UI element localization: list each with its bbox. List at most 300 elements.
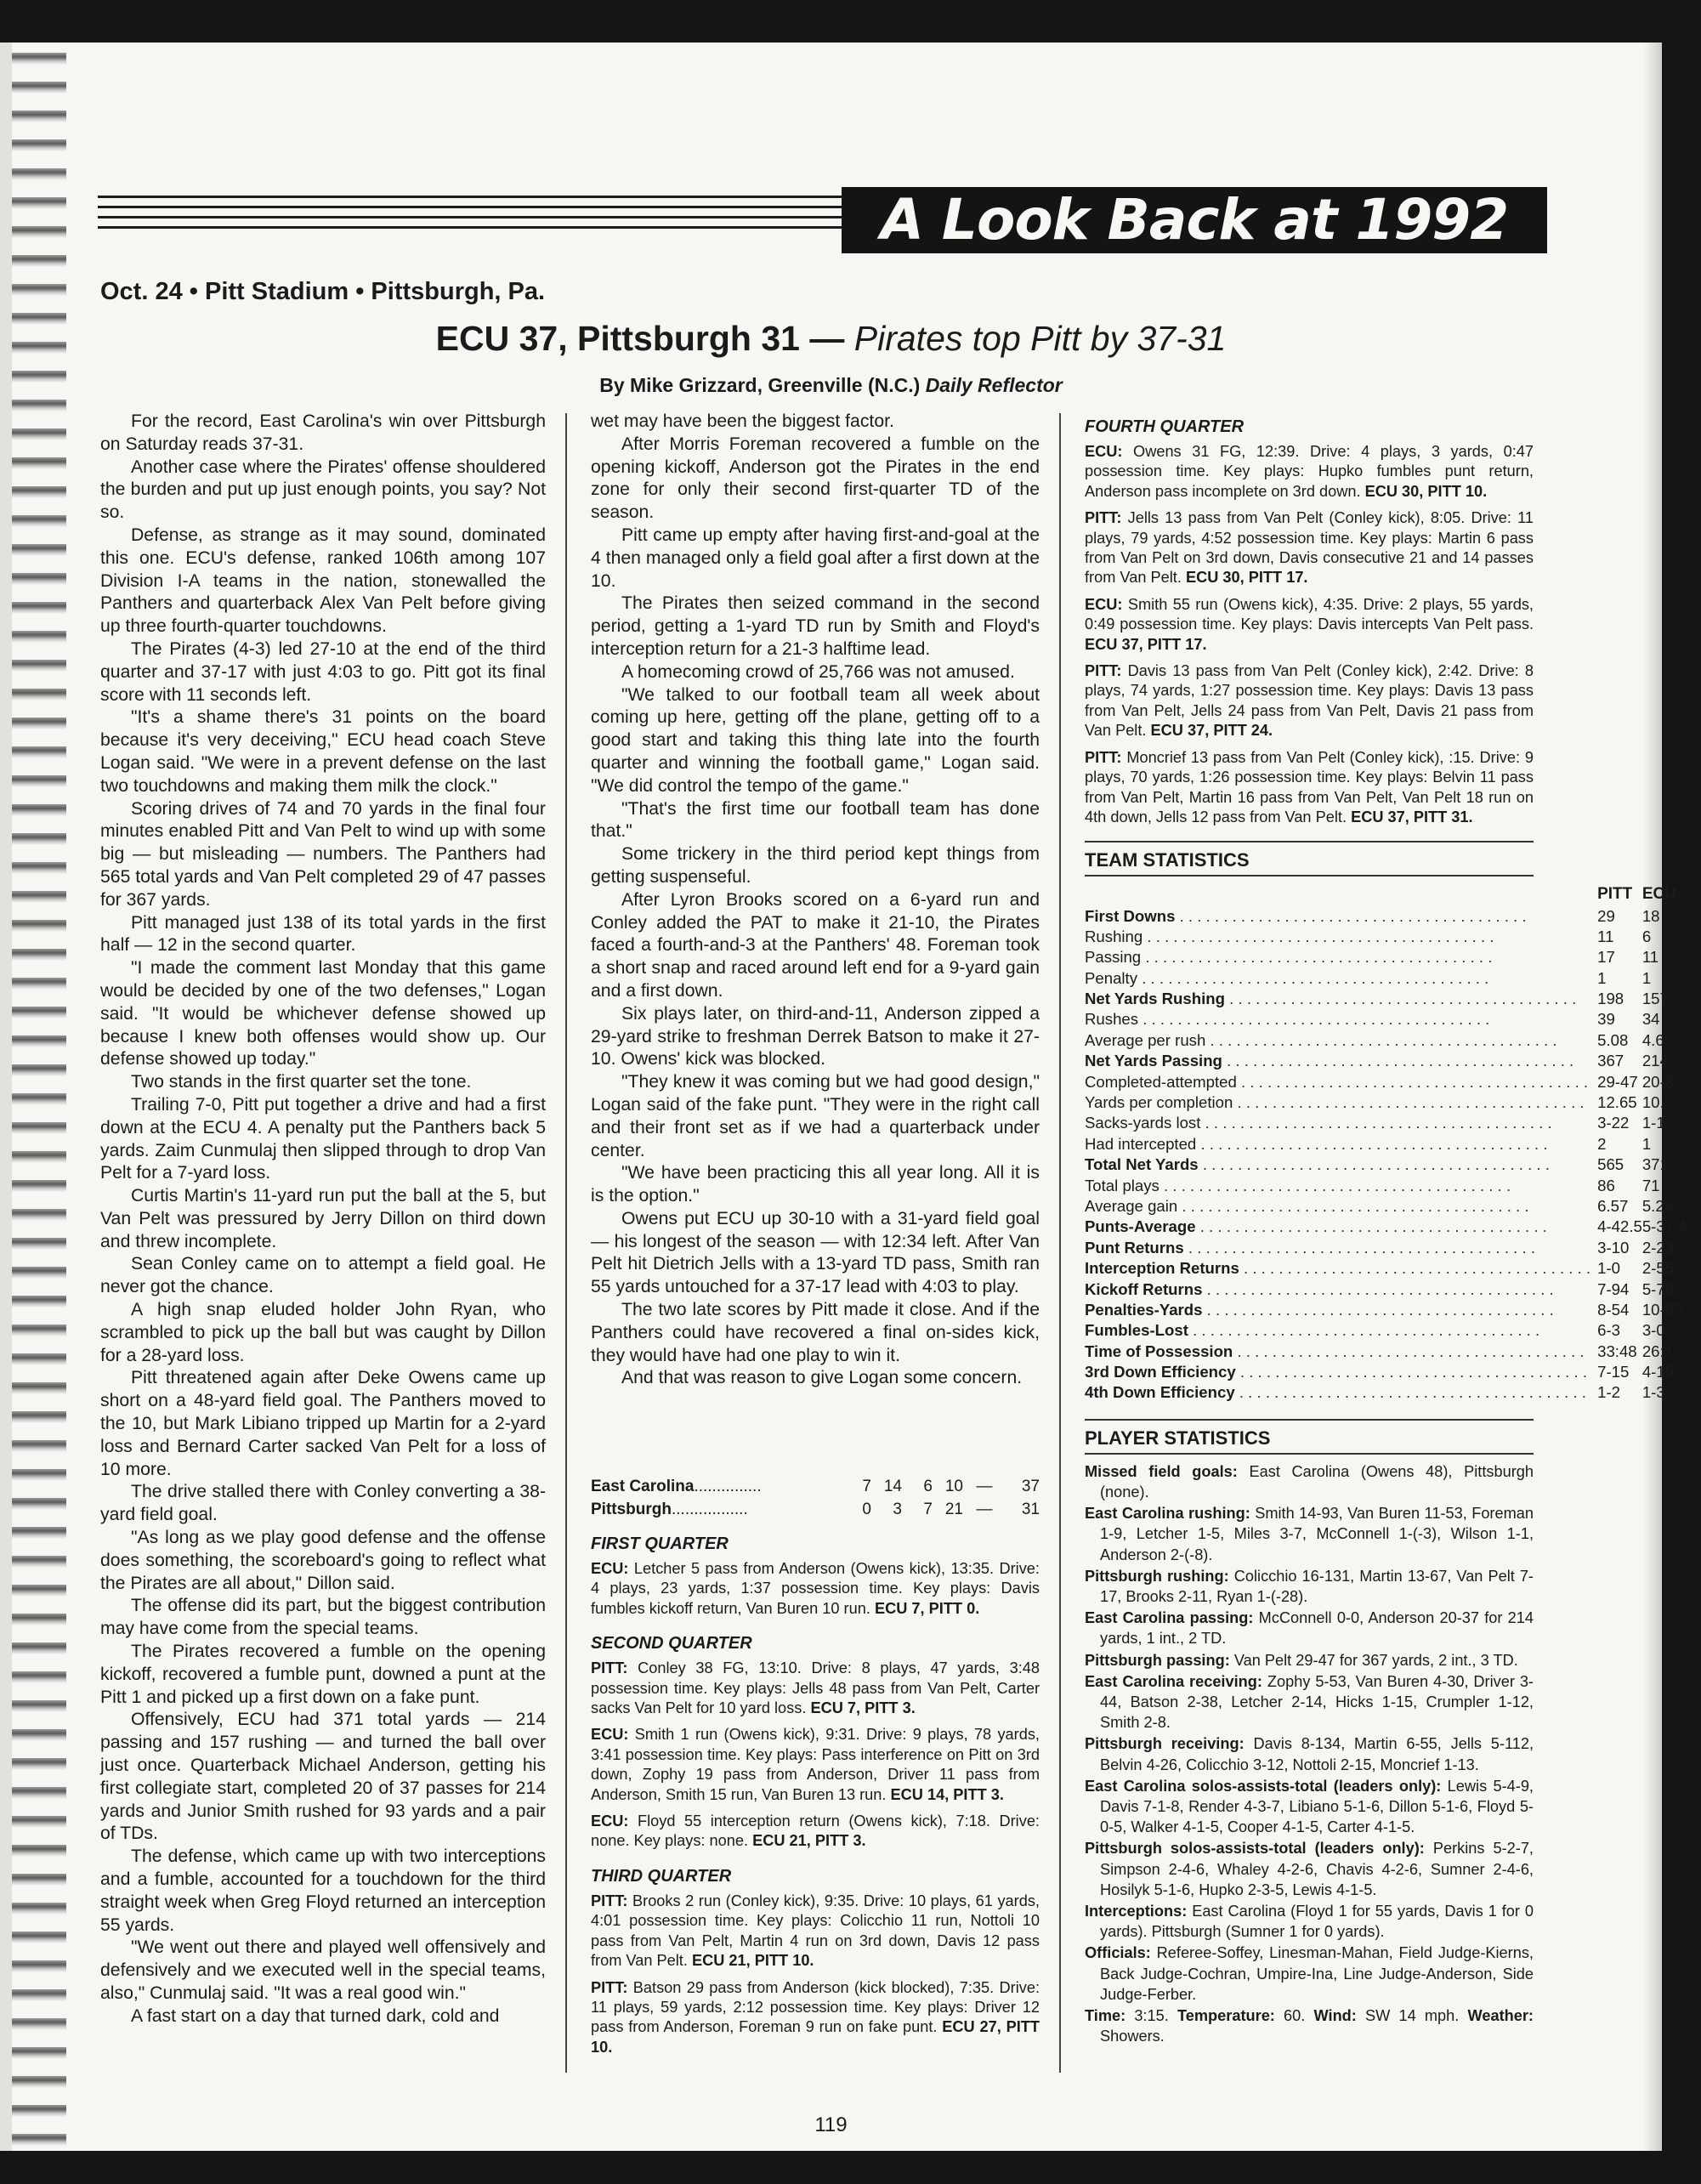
stat-pitt: 6.57 [1597,1196,1629,1215]
stat-pitt: 367 [1597,1052,1624,1070]
stat-ecu: 1 [1641,968,1652,987]
running-score: ECU 14, PITT 3. [890,1785,1004,1803]
line-score-dash: — [976,1478,993,1495]
byline-author: By Mike Grizzard, Greenville (N.C.) [599,374,921,396]
scoring-detail: Floyd 55 interception return (Owens kick), 7:18. Drive: none. Key plays: none. [591,1812,1040,1850]
team-stats-row [1085,1175,1687,1195]
stat-ecu: 214 [1641,1052,1669,1070]
leader-dots: . . . . . . . . . . . . . . . . . . . . . . . . . . . . . . . . . . . . . . . . [1138,1010,1490,1029]
article-paragraph: The offense did its part, but the biggest contribution may have come from the special teams. [100,1596,546,1639]
stat-name: Average gain [1085,1196,1178,1215]
stat-name: First Downs [1085,906,1176,925]
quarter-score: 6 [923,1478,933,1495]
scoring-team: ECU: [591,1560,629,1577]
team-stats-row [1085,1051,1687,1071]
stat-ecu: 4-15 [1641,1363,1675,1381]
leader-dots: . . . . . . . . . . . . . . . . . . . . . . . . . . . . . . . . . . . . . . . . [1196,1134,1548,1153]
line-score-team: Pittsburgh [591,1500,672,1518]
article-paragraph: "As long as we play good defense and the offense does something, the scoreboard's going to reflect what the Pirates are all about," Dillon said. [100,1528,546,1593]
stat-pitt: 39 [1597,1010,1615,1029]
col-ecu: ECU [1641,885,1676,904]
scoring-play [591,1559,1040,1619]
scoring-summary-left [591,1534,1040,2064]
leader-dots: . . . . . . . . . . . . . . . . . . . . . . . . . . . . . . . . . . . . . . . . [1137,968,1489,987]
article-paragraph: wet may have been the biggest factor. [591,411,894,431]
stat-pitt: 6-3 [1597,1321,1620,1340]
headline-main: ECU 37, Pittsburgh 31 — [435,319,845,358]
team-stats-row [1085,947,1687,967]
stat-pitt: 4-42.5 [1597,1217,1642,1236]
player-stat-entry [1085,1461,1534,1502]
stat-ecu: 10.7 [1641,1093,1674,1112]
article-paragraph: The Pirates (4-3) led 27-10 at the end of the third quarter and 37-17 with just 4:03 to go. Pitt got its final score with 11 seconds left. [100,638,546,705]
stat-label [1085,1154,1590,1175]
stat-pitt: 565 [1597,1155,1624,1174]
stat-pitt: 17 [1597,948,1615,967]
player-stat-detail: Colicchio 16-131, Martin 13-67, Van Pelt 7-17, Brooks 2-11, Ryan 1-(-28). [1100,1567,1534,1605]
stat-ecu: 18 [1641,906,1660,925]
player-stat-category: Pittsburgh rushing: [1085,1567,1229,1585]
stat-pitt: 7-94 [1597,1279,1630,1298]
quarter-score: 0 [862,1500,871,1518]
final-score: 37 [1021,1478,1040,1495]
player-stats-title: PLAYER STATISTICS [1085,1419,1534,1455]
player-stat-detail: Smith 14-93, Van Buren 11-53, Foreman 1-9, Letcher 1-5, Miles 3-7, McConnell 1-(-3), Wilson 1-1, Anderson 2-(-8). [1100,1505,1534,1563]
article-paragraph: And that was reason to give Logan some concern. [621,1368,1023,1388]
stat-ecu: 1 [1641,1134,1652,1153]
leader-dots: . . . . . . . . . . . . . . . . . . . . . . . . . . . . . . . . . . . . . . . . [1205,1030,1557,1049]
player-stat-category: Pittsburgh receiving: [1085,1735,1245,1753]
article-paragraph: A homecoming crowd of 25,766 was not amused. [621,661,1015,682]
scoring-play [591,1812,1040,1852]
byline [0,374,1662,397]
stat-label [1085,947,1590,967]
article-paragraph: "We talked to our football team all week about coming up here, getting off the plane, getting off to a good start and taking this thing late into the fourth quarter and winning the football game," Logan said. "We did control the tempo of the game." [591,684,1040,796]
stat-name: Fumbles-Lost [1085,1321,1188,1340]
stat-pitt: 11 [1597,927,1614,945]
stat-label [1085,1196,1590,1217]
running-score: ECU 37, PITT 17. [1085,635,1207,653]
stat-name: Completed-attempted [1085,1072,1237,1091]
stat-label [1085,1342,1590,1362]
scoring-detail: Letcher 5 pass from Anderson (Owens kick), 13:35. Drive: 4 plays, 23 yards, 1:37 possession time. Key plays: Davis fumbles kickoff return, Van Buren 10 run. [591,1560,1040,1617]
stat-name: 4th Down Efficiency [1085,1383,1235,1402]
headline-sub: Pirates top Pitt by 37-31 [853,319,1227,358]
player-stat-category: Pittsburgh passing: [1085,1651,1230,1669]
scoring-team: PITT: [1085,509,1122,527]
player-stat-detail: Perkins 5-2-7, Simpson 2-4-6, Whaley 4-2-6, Chavis 4-2-6, Sumner 2-4-6, Hosilyk 5-1-6, Hupko 2-3-5, Lewis 4-1-5. [1100,1840,1534,1898]
article-paragraph: Six plays later, on third-and-11, Anderson zipped a 29-yard strike to freshman Derrek Batson to make it 27-10. Owens' kick was blocked. [591,1003,1040,1069]
scoring-play [1085,661,1534,741]
article-paragraph: "They knew it was coming but we had good design," Logan said of the fake punt. "They were in the right call and their front set as if we had a quarterback under center. [591,1072,1040,1160]
player-stat-detail: East Carolina (Owens 48), Pittsburgh (none). [1100,1462,1534,1500]
quarter-score: 3 [893,1500,902,1518]
team-stats-row [1085,1009,1687,1030]
article-column-1 [100,411,546,2028]
stat-label [1085,1258,1590,1279]
stat-ecu: 2-23 [1641,1238,1675,1257]
scoring-detail: Brooks 2 run (Conley kick), 9:35. Drive: 10 plays, 61 yards, 4:01 possession time. Key plays: Colicchio 11 run, Nottoli 10 pass from Van Pelt, Martin 4 run on 3rd down, Davis 12 pass from Van Pelt. [591,1892,1040,1970]
leader-dots: ................. [672,1500,748,1518]
team-stats-row [1085,989,1687,1009]
leader-dots: . . . . . . . . . . . . . . . . . . . . . . . . . . . . . . . . . . . . . . . . [1159,1176,1511,1194]
stat-ecu: 20-37 [1641,1072,1683,1091]
section-banner: A Look Back at 1992 [842,187,1547,253]
article-paragraph: The Pirates then seized command in the second period, getting a 1-yard TD run by Smith and Floyd's interception return for a 21-3 halftime lead. [591,593,1040,659]
scoring-detail: Owens 31 FG, 12:39. Drive: 4 plays, 3 yards, 0:47 possession time. Key plays: Hupko fumbles punt return, Anderson pass incomplete on 3rd down. [1085,443,1534,500]
stat-label [1085,967,1590,988]
leader-dots: . . . . . . . . . . . . . . . . . . . . . . . . . . . . . . . . . . . . . . . . [1202,1300,1554,1319]
player-stats [1085,1461,1534,2005]
quarter-heading: FIRST QUARTER [591,1534,729,1553]
stat-name: Penalty [1085,968,1138,987]
quarter-heading: THIRD QUARTER [591,1866,732,1886]
player-stat-entry [1085,1503,1534,1565]
stat-pitt: 2 [1597,1134,1607,1153]
running-score: ECU 7, PITT 0. [874,1599,980,1617]
team-stats-row [1085,967,1687,988]
scoring-team: PITT: [591,1978,628,1996]
stat-ecu: 26:12 [1641,1342,1682,1360]
page-number: 119 [814,2113,848,2136]
article-paragraph: A fast start on a day that turned dark, cold and [131,2005,500,2026]
scoring-detail: Davis 13 pass from Van Pelt (Conley kick), 2:42. Drive: 8 plays, 74 yards, 1:27 possession time. Key plays: Davis 13 pass from Van Pelt, Jells 24 pass from Van Pelt, Davis 21 pass from Van Pelt. [1085,662,1534,740]
article-paragraph: The drive stalled there with Conley converting a 38-yard field goal. [100,1482,546,1525]
leader-dots: . . . . . . . . . . . . . . . . . . . . . . . . . . . . . . . . . . . . . . . . [1188,1321,1540,1340]
banner-rules [98,196,846,240]
article-paragraph: "It's a shame there's 31 points on the board because it's very deceiving," ECU head coach Steve Logan said. "We were in a prevent defense on the last two touchdowns and making them milk the clock." [100,707,546,796]
team-stats-row [1085,1279,1687,1299]
player-stat-category: Missed field goals: [1085,1462,1238,1480]
stat-name: Total plays [1085,1176,1160,1194]
team-stats-row [1085,927,1687,947]
player-stat-category: Officials: [1085,1944,1151,1962]
yearbook-page [0,43,1687,2151]
stat-name: Penalties-Yards [1085,1300,1203,1319]
stat-name: Passing [1085,948,1142,967]
team-stats-row [1085,1342,1687,1362]
stat-pitt: 8-54 [1597,1300,1630,1319]
stat-pitt: 3-10 [1597,1238,1630,1257]
stat-label [1085,1134,1590,1154]
stat-label [1085,1092,1590,1113]
player-stat-entry [1085,1566,1534,1607]
scoring-play [1085,442,1534,502]
stat-name: Sacks-yards lost [1085,1114,1201,1132]
byline-paper: Daily Reflector [925,374,1063,396]
team-stats-row [1085,1030,1687,1051]
line-score-team: East Carolina [591,1478,695,1495]
team-stats-row [1085,1113,1687,1133]
player-stat-entry [1085,1608,1534,1648]
stat-name: Total Net Yards [1085,1155,1199,1174]
stat-pitt: 29-47 [1597,1072,1638,1091]
player-stat-entry [1085,1776,1534,1838]
player-stat-category: Pittsburgh solos-assists-total (leaders only): [1085,1840,1425,1858]
stat-label [1085,1175,1590,1195]
player-stat-entry [1085,1943,1534,2005]
stat-ecu: 5.23 [1641,1196,1674,1215]
article-paragraph: Scoring drives of 74 and 70 yards in the final four minutes enabled Pitt and Van Pelt to wind up with some big — but misleading — numbers. The Panthers had 565 total yards and Van Pelt completed 29 of 47 passes for 367 yards. [100,798,546,910]
leader-dots: . . . . . . . . . . . . . . . . . . . . . . . . . . . . . . . . . . . . . . . . [1235,1363,1587,1381]
scoring-play [1085,508,1534,588]
stat-name: Average per rush [1085,1030,1206,1049]
stat-name: Rushes [1085,1010,1139,1029]
column-rule [565,413,567,2073]
quarter-score: 21 [944,1500,963,1518]
stat-label [1085,1382,1590,1403]
article-paragraph: After Lyron Brooks scored on a 6-yard run and Conley added the PAT to make it 21-10, the Pirates faced a fourth-and-3 at the Panthers' 48. Foreman took a short snap and raced around left end for a 9-yard gain and a first down. [591,889,1040,1001]
team-stats-row [1085,1154,1687,1175]
stat-pitt: 7-15 [1597,1363,1630,1381]
scoring-play [1085,748,1534,828]
stat-label [1085,1279,1590,1299]
scoring-team: ECU: [1085,595,1123,613]
running-score: ECU 21, PITT 3. [752,1832,866,1850]
scoring-play [591,1659,1040,1718]
team-stats-row [1085,1362,1687,1382]
scoring-play [591,1725,1040,1805]
team-stats-row [1085,1071,1687,1092]
team-stats-row [1085,1134,1687,1154]
stat-name: Net Yards Passing [1085,1052,1222,1070]
team-stats-header [1085,883,1687,905]
team-stats-row [1085,1382,1687,1403]
team-stats-row [1085,905,1687,926]
article-paragraph: Owens put ECU up 30-10 with a 31-yard field goal — his longest of the season — with 12:34 left. After Van Pelt hit Dietrich Jells with a 13-yard TD pass, Smith ran 55 yards untouched for a 37-17 lead with 4:03 to play. [591,1208,1040,1297]
stat-ecu: 4.62 [1641,1030,1674,1049]
stat-ecu: 6 [1641,927,1652,945]
stat-label [1085,1030,1590,1051]
article-paragraph: Sean Conley came on to attempt a field goal. He never got the chance. [100,1254,546,1297]
player-stat-entry [1085,1733,1534,1774]
article-paragraph: Another case where the Pirates' offense shouldered the burden and put up just enough points, you say? Not so. [100,457,546,523]
stat-ecu: 157 [1641,990,1669,1008]
player-stat-category: East Carolina rushing: [1085,1505,1250,1523]
player-stat-detail: Lewis 5-4-9, Davis 7-1-8, Render 4-3-7, Libiano 5-1-6, Dillon 5-1-6, Floyd 5-0-5, Walker 4-1-5, Cooper 4-1-5, Carter 4-1-5. [1100,1777,1534,1836]
scoring-team: PITT: [591,1659,628,1677]
stat-ecu: 1-3 [1641,1383,1665,1402]
line-score-row [591,1475,1040,1498]
article-paragraph: Pitt managed just 138 of its total yards in the first half — 12 in the second quarter. [100,912,546,956]
stat-name: 3rd Down Efficiency [1085,1363,1236,1381]
stats-column [1085,411,1687,2047]
leader-dots: . . . . . . . . . . . . . . . . . . . . . . . . . . . . . . . . . . . . . . . . [1177,1196,1529,1215]
player-stat-detail: McConnell 0-0, Anderson 20-37 for 214 yards, 1 int., 2 TD. [1100,1609,1534,1648]
article-paragraph: Offensively, ECU had 371 total yards — 214 passing and 157 rushing — and turned the ball over just once. Quarterback Michael Anderson, getting his first collegiate start, completed 20 of 37 passes for 214 yards and Junior Smith rushed for 93 yards and a pair of TDs. [100,1710,546,1844]
scoring-detail: Moncrief 13 pass from Van Pelt (Conley kick), :15. Drive: 9 plays, 70 yards, 1:26 possession time. Key plays: Belvin 11 pass from Van Pelt, Martin 16 pass from Van Pelt, Van Pelt 18 run on 4th down, Jells 12 pass from Van Pelt. [1085,748,1534,825]
team-stats-row [1085,1320,1687,1341]
stat-ecu: 5-37.4 [1641,1217,1687,1236]
scoring-detail: Conley 38 FG, 13:10. Drive: 8 plays, 47 yards, 3:48 possession time. Key plays: Jells 48 pass from Van Pelt, Carter sacks Van Pelt for 10 yard loss. [591,1659,1040,1717]
article-paragraph: Pitt came up empty after having first-and-goal at the 4 then managed only a field goal after a first down at the 10. [591,525,1040,591]
scoring-summary-right [1085,417,1534,827]
leader-dots: . . . . . . . . . . . . . . . . . . . . . . . . . . . . . . . . . . . . . . . . [1198,1155,1550,1174]
running-score: ECU 21, PITT 10. [691,1952,814,1970]
player-stat-entry [1085,1650,1534,1671]
stat-ecu: 3-0 [1641,1321,1665,1340]
stat-ecu: 1-1 [1641,1114,1665,1132]
stat-label [1085,1051,1590,1071]
team-stats-row [1085,1300,1687,1320]
dateline: Oct. 24 • Pitt Stadium • Pittsburgh, Pa. [100,278,546,305]
stat-pitt: 198 [1597,990,1624,1008]
leader-dots: . . . . . . . . . . . . . . . . . . . . . . . . . . . . . . . . . . . . . . . . [1239,1259,1591,1278]
stat-ecu: 71 [1641,1176,1660,1194]
article-paragraph: The two late scores by Pitt made it close. And if the Panthers could have recovered a final on-sides kick, they would have had one play to win it. [591,1300,1040,1365]
stat-label [1085,905,1590,926]
stat-pitt: 1-0 [1597,1259,1620,1278]
player-stat-entry [1085,1671,1534,1733]
scoring-detail: Batson 29 pass from Anderson (kick blocked), 7:35. Drive: 11 plays, 59 yards, 2:12 possession time. Key plays: Driver 12 pass from Anderson, Foreman 9 run on fake punt. [591,1978,1040,2036]
final-score: 31 [1021,1500,1040,1518]
stat-name: Yards per completion [1085,1093,1233,1112]
leader-dots: . . . . . . . . . . . . . . . . . . . . . . . . . . . . . . . . . . . . . . . . [1236,1072,1589,1091]
running-score: ECU 37, PITT 24. [1150,722,1273,740]
player-stat-detail: East Carolina (Floyd 1 for 55 yards, Davis 1 for 0 yards). Pittsburgh (Sumner 1 for 0 yards). [1100,1902,1534,1941]
article-column-2 [591,411,1040,1390]
stat-pitt: 5.08 [1597,1030,1629,1049]
stat-ecu: 371 [1641,1155,1669,1174]
stat-ecu: 2-55 [1641,1259,1675,1278]
article-paragraph: Pitt threatened again after Deke Owens came up short on a 48-yard field goal. The Panthers moved to the 10, but Mark Libiano tripped up Martin for a 2-yard loss and Bernard Carter sacked Van Pelt for a loss of 10 more. [100,1368,546,1479]
quarter-score: 7 [923,1500,933,1518]
column-rule [1059,413,1061,2073]
scoring-team: PITT: [591,1892,628,1909]
leader-dots: . . . . . . . . . . . . . . . . . . . . . . . . . . . . . . . . . . . . . . . . [1141,948,1493,967]
stat-label [1085,1113,1590,1133]
scoring-play [591,1978,1040,2058]
stat-name: Kickoff Returns [1085,1279,1203,1298]
article-paragraph: The Pirates recovered a fumble on the opening kickoff, recovered a fumble punt, downed a punt at the Pitt 1 and picked up a first down on a fake punt. [100,1642,546,1707]
stat-label [1085,1362,1590,1382]
player-stat-category: East Carolina solos-assists-total (leaders only): [1085,1777,1442,1795]
quarter-score: 14 [883,1478,902,1495]
team-stats-row [1085,1092,1687,1113]
article-paragraph: "That's the first time our football team has done that." [591,798,1040,842]
scoring-play [1085,595,1534,655]
leader-dots: . . . . . . . . . . . . . . . . . . . . . . . . . . . . . . . . . . . . . . . . [1195,1217,1547,1236]
leader-dots: . . . . . . . . . . . . . . . . . . . . . . . . . . . . . . . . . . . . . . . . [1175,906,1527,925]
leader-dots: . . . . . . . . . . . . . . . . . . . . . . . . . . . . . . . . . . . . . . . . [1233,1342,1585,1360]
player-stat-entry [1085,1838,1534,1900]
article-paragraph: For the record, East Carolina's win over Pittsburgh on Saturday reads 37-31. [100,411,546,454]
spiral-binding [0,43,66,2151]
team-stats-row [1085,1258,1687,1279]
player-stat-entry [1085,1901,1534,1942]
stat-label [1085,1009,1590,1030]
article-paragraph: Defense, as strange as it may sound, dominated this one. ECU's defense, ranked 106th among 107 Division I-A teams in the nation, stonewalled the Panthers and quarterback Alex Van Pelt before giving up three fourth-quarter touchdowns. [100,525,546,637]
player-stat-category: East Carolina passing: [1085,1609,1254,1627]
stat-pitt: 29 [1597,906,1615,925]
player-stat-detail: Referee-Soffey, Linesman-Mahan, Field Judge-Kierns, Back Judge-Cochran, Umpire-Ina, Line Judge-Anderson, Side Judge-Ferber. [1100,1944,1534,2003]
leader-dots: . . . . . . . . . . . . . . . . . . . . . . . . . . . . . . . . . . . . . . . . [1233,1093,1585,1112]
article-paragraph: "We went out there and played well offensively and defensively and we executed well in the special teams, also," Cunmulaj said. "It was a real good win." [100,1937,546,2003]
leader-dots: . . . . . . . . . . . . . . . . . . . . . . . . . . . . . . . . . . . . . . . . [1200,1114,1552,1132]
stat-pitt: 1 [1597,968,1607,987]
article-paragraph: A high snap eluded holder John Ryan, who scrambled to pick up the ball but was caught by Dillon for a 28-yard loss. [100,1300,546,1365]
stat-pitt: 3-22 [1597,1114,1630,1132]
article-paragraph: Trailing 7-0, Pitt put together a drive and had a first down at the ECU 4. A penalty put the Panthers back 5 yards. Zaim Cunmulaj then slipped through to drop Van Pelt for a 7-yard loss. [100,1094,546,1183]
article-paragraph: Some trickery in the third period kept things from getting suspenseful. [591,844,1040,887]
running-score: ECU 30, PITT 10. [1364,482,1488,500]
scoring-team: ECU: [591,1812,629,1830]
player-stat-category: Interceptions: [1085,1902,1188,1920]
stat-name: Punts-Average [1085,1217,1196,1236]
stat-label [1085,927,1590,947]
article-paragraph: Two stands in the first quarter set the tone. [131,1072,472,1092]
scoring-team: ECU: [1085,443,1123,460]
scoring-detail: Smith 1 run (Owens kick), 9:31. Drive: 9 plays, 78 yards, 3:41 possession time. Key plays: Pass interference on Pitt on 3rd down, Zophy 19 pass from Anderson, Driver 11 pass from Anderson, Smith 15 run, Van Buren 13 run. [591,1726,1040,1803]
team-stats-row [1085,1217,1687,1237]
leader-dots: . . . . . . . . . . . . . . . . . . . . . . . . . . . . . . . . . . . . . . . . [1224,990,1577,1008]
article-paragraph: After Morris Foreman recovered a fumble on the opening kickoff, Anderson got the Pirates in the end zone for only their second first-quarter TD of the season. [591,434,1040,523]
stat-name: Had intercepted [1085,1134,1197,1153]
leader-dots: . . . . . . . . . . . . . . . . . . . . . . . . . . . . . . . . . . . . . . . . [1143,927,1494,945]
line-score-row [591,1498,1040,1521]
player-stat-category: East Carolina receiving: [1085,1672,1262,1690]
stat-pitt: 33:48 [1597,1342,1637,1360]
running-score: ECU 37, PITT 31. [1351,808,1473,825]
player-stat-detail: Davis 8-134, Martin 6-55, Jells 5-112, Belvin 4-26, Colicchio 3-12, Nottoli 2-15, Moncrief 1-13. [1100,1735,1534,1773]
team-stats-row [1085,1196,1687,1217]
running-score: ECU 30, PITT 17. [1185,569,1308,587]
running-score: ECU 7, PITT 3. [810,1699,916,1717]
headline [0,319,1662,359]
article-paragraph: "I made the comment last Monday that this game would be decided by one of the two defenses," Logan said. "It would be whichever defense showed up because I knew both offenses would show up. Our defense showed up today." [100,958,546,1069]
stat-ecu: 5-76 [1641,1279,1675,1298]
team-stats-row [1085,1238,1687,1258]
scoring-detail: Smith 55 run (Owens kick), 4:35. Drive: 2 plays, 55 yards, 0:49 possession time. Key plays: Davis intercepts Van Pelt pass. [1085,595,1534,633]
scoring-play [591,1892,1040,1971]
col-pitt: PITT [1597,885,1633,904]
article-paragraph: The defense, which came up with two interceptions and a fumble, accounted for a touchdown for the third straight week when Greg Floyd returned an interception 55 yards. [100,1846,546,1935]
article-paragraph: Curtis Martin's 11-yard run put the ball at the 5, but Van Pelt was pressured by Jerry Dillon on third down and threw incomplete. [100,1186,546,1251]
leader-dots: ............... [694,1478,762,1495]
player-stat-detail: Van Pelt 29-47 for 367 yards, 2 int., 3 TD. [1233,1651,1518,1669]
line-score [591,1475,1040,1521]
stat-name: Rushing [1085,927,1143,945]
stat-name: Interception Returns [1085,1259,1239,1278]
team-stats-title: TEAM STATISTICS [1085,841,1534,876]
stat-label [1085,1238,1590,1258]
stat-label [1085,1320,1590,1341]
running-score: ECU 27, PITT 10. [591,2018,1040,2056]
stat-label [1085,989,1590,1009]
player-stat-detail: Zophy 5-53, Van Buren 4-30, Driver 3-44, Batson 2-38, Letcher 2-14, Hicks 1-15, Crumpler 1-12, Smith 2-8. [1100,1672,1534,1732]
stat-label [1085,1300,1590,1320]
leader-dots: . . . . . . . . . . . . . . . . . . . . . . . . . . . . . . . . . . . . . . . . [1202,1279,1554,1298]
stat-pitt: 86 [1597,1176,1615,1194]
quarter-heading: FOURTH QUARTER [1085,417,1245,436]
quarter-score: 10 [944,1478,963,1495]
leader-dots: . . . . . . . . . . . . . . . . . . . . . . . . . . . . . . . . . . . . . . . . [1183,1238,1536,1257]
stat-pitt: 1-2 [1597,1383,1620,1402]
quarter-score: 7 [862,1478,871,1495]
stat-pitt: 12.65 [1597,1093,1637,1112]
quarter-heading: SECOND QUARTER [591,1634,752,1654]
stat-label [1085,1071,1590,1092]
scoring-detail: Jells 13 pass from Van Pelt (Conley kick), 8:05. Drive: 11 plays, 79 yards, 4:52 possession time. Key plays: Martin 6 pass from Van Pelt on 3rd down, Davis consecutive 21 and 14 passes from Van Pelt. [1085,509,1534,587]
stat-name: Net Yards Rushing [1085,990,1225,1008]
scoring-team: PITT: [1085,662,1122,680]
article-paragraph: "We have been practicing this all year long. All it is is the option." [591,1163,1040,1206]
scoring-team: ECU: [591,1726,629,1744]
team-stats-table [1085,883,1687,1403]
stat-name: Punt Returns [1085,1238,1184,1257]
leader-dots: . . . . . . . . . . . . . . . . . . . . . . . . . . . . . . . . . . . . . . . . [1222,1052,1574,1070]
scoring-team: PITT: [1085,748,1122,766]
